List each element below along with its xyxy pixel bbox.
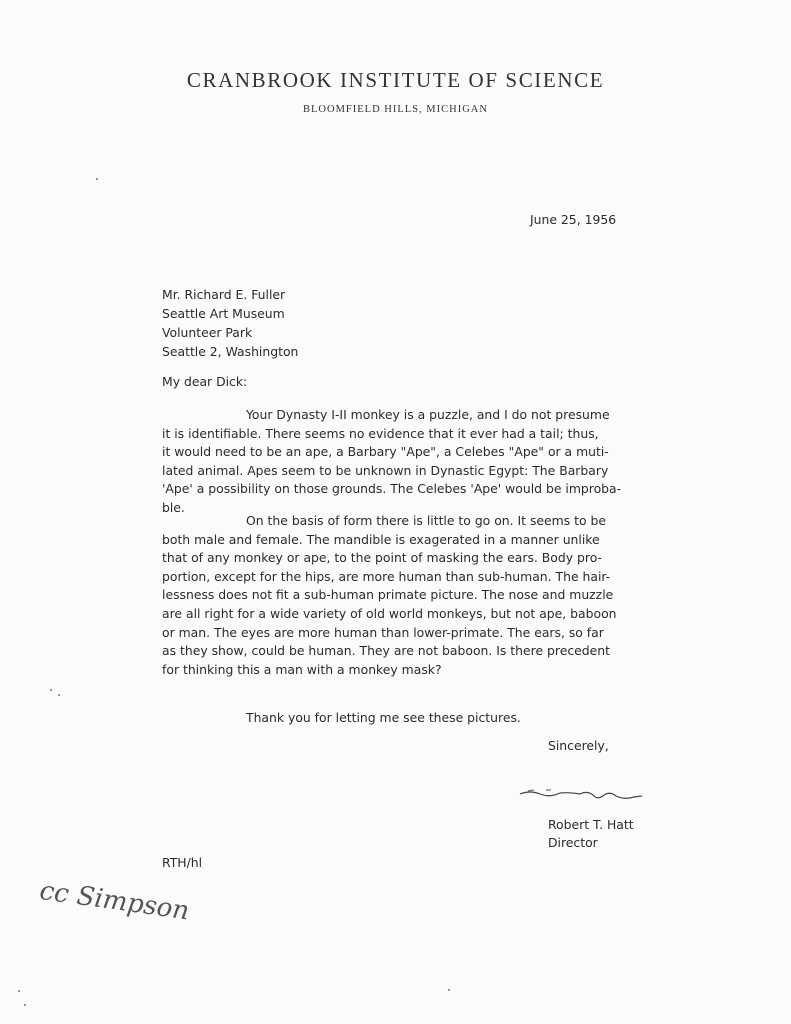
body-line: both male and female. The mandible is exagerated in a manner unlike — [162, 531, 600, 547]
signer-name: Robert T. Hatt — [548, 817, 634, 832]
handwritten-note — [30, 870, 220, 940]
reference-initials: RTH/hl — [162, 855, 203, 870]
body-line: are all right for a wide variety of old world monkeys, but not ape, baboon — [162, 605, 617, 621]
body-line: or man. The eyes are more human than lower-primate. The ears, so far — [162, 624, 604, 640]
address-line: Mr. Richard E. Fuller — [162, 287, 286, 302]
recipient-address — [162, 285, 298, 361]
address-line: Seattle Art Museum — [162, 306, 285, 321]
body-line: as they show, could be human. They are not baboon. Is there precedent — [162, 643, 610, 659]
handwritten-note-text: cc Simpson — [37, 875, 192, 927]
signer-block — [548, 816, 634, 852]
address-line: Seattle 2, Washington — [162, 344, 299, 359]
body-paragraph-2 — [162, 512, 642, 679]
signer-title: Director — [548, 835, 598, 850]
body-line: Your Dynasty I-II monkey is a puzzle, and I do not presume — [246, 407, 610, 422]
body-line: lated animal. Apes seem to be unknown in Dynastic Egypt: The Barbary — [162, 462, 609, 478]
address-line: Volunteer Park — [162, 325, 253, 340]
body-line: 'Ape' a possibility on those grounds. The Celebes 'Ape' would be improba- — [162, 481, 622, 497]
body-line: On the basis of form there is little to go on. It seems to be — [246, 513, 606, 528]
closing: Sincerely, — [548, 738, 609, 753]
body-paragraph-1 — [162, 406, 642, 518]
speck — [96, 178, 98, 180]
speck — [448, 989, 450, 991]
salutation: My dear Dick: — [162, 374, 248, 389]
signature-mark — [510, 778, 650, 814]
body-line: it is identifiable. There seems no evidence that it ever had a tail; thus, — [162, 425, 599, 441]
body-line: it would need to be an ape, a Barbary "Ape", a Celebes "Ape" or a muti- — [162, 444, 609, 460]
body-line: that of any monkey or ape, to the point of masking the ears. Body pro- — [162, 550, 602, 566]
speck — [58, 694, 60, 696]
body-paragraph-3 — [162, 709, 642, 728]
body-line: ble. — [162, 499, 185, 515]
letterhead-location: BLOOMFIELD HILLS, MICHIGAN — [303, 104, 488, 115]
body-line: portion, except for the hips, are more human than sub-human. The hair- — [162, 568, 611, 584]
body-line: for thinking this a man with a monkey mask? — [162, 661, 442, 677]
speck — [18, 990, 20, 992]
letter-date: June 25, 1956 — [530, 212, 617, 227]
letterhead-title: CRANBROOK INSTITUTE OF SCIENCE — [186, 68, 605, 92]
speck — [24, 1004, 26, 1006]
body-line: Thank you for letting me see these pictures. — [246, 710, 521, 725]
body-line: lessness does not fit a sub-human primate picture. The nose and muzzle — [162, 587, 614, 603]
speck — [50, 689, 52, 691]
